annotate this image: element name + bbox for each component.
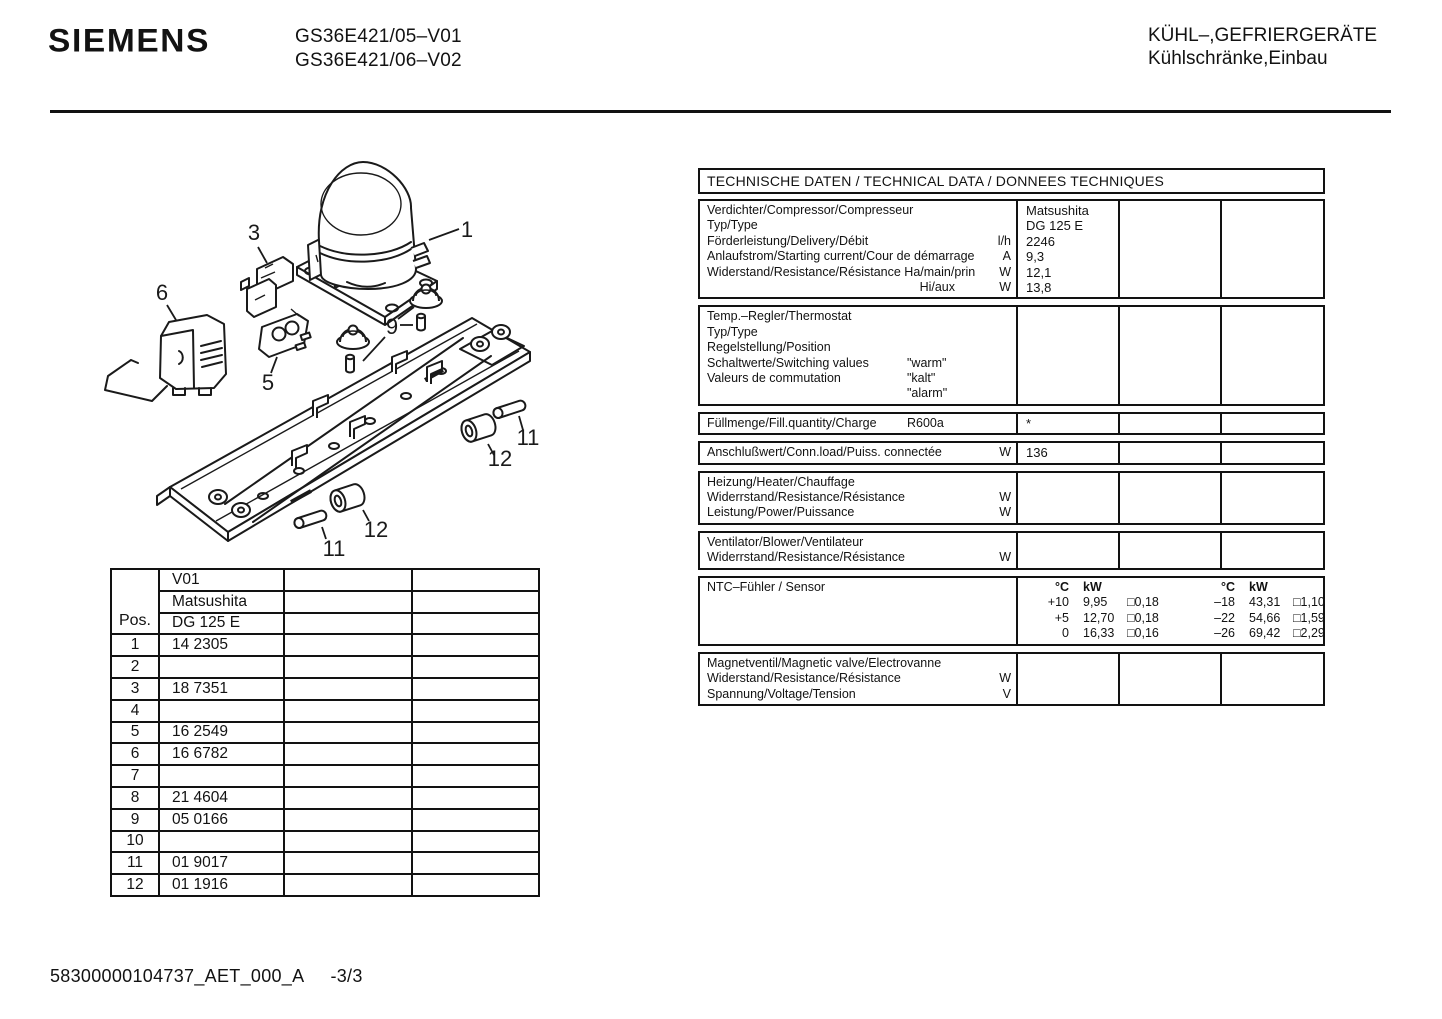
callout-6: 6 [155, 280, 169, 305]
label-text: Magnetventil/Magnetic valve/Electrovanne [707, 656, 942, 671]
part-number-cell [159, 831, 284, 853]
part-number-cell: 18 7351 [159, 678, 284, 700]
value-column [1222, 654, 1321, 704]
label-text: Anschlußwert/Conn.load/Puiss. connectée [707, 445, 942, 460]
part-number-cell [159, 656, 284, 678]
pos-cell: 3 [111, 678, 159, 700]
value-column [1018, 307, 1120, 403]
label-text: Typ/Type [707, 218, 758, 233]
label-text: Anlaufstrom/Starting current/Cour de démarrage [707, 249, 975, 264]
ntc-cell: □1,59 [1293, 610, 1325, 625]
value-column [1018, 654, 1120, 704]
value-text: DG 125 E [1026, 218, 1084, 234]
block-ntc-sensor [698, 576, 1325, 646]
ntc-cell: 9,95 [1083, 595, 1108, 610]
label-text: Spannung/Voltage/Tension [707, 686, 856, 701]
pin-11-upper-drawing [492, 399, 526, 419]
value-text: Matsushita [1026, 203, 1089, 218]
technical-data-title: TECHNISCHE DATEN / TECHNICAL DATA / DONNEES TECHNIQUES [698, 168, 1325, 194]
table-row [111, 765, 539, 787]
value-column [1018, 414, 1120, 433]
category-line-1: KÜHL–,GEFRIERGERÄTE [1148, 25, 1378, 46]
pos-cell: 5 [111, 722, 159, 744]
document-footer [50, 966, 363, 987]
label-text: Regelstellung/Position [707, 340, 831, 355]
pos-cell: 2 [111, 656, 159, 678]
ntc-cell: –26 [1214, 626, 1235, 641]
table-row [111, 613, 539, 635]
value-column [1120, 201, 1222, 297]
ntc-cell: □0,16 [1127, 626, 1159, 641]
value-column [1018, 443, 1120, 462]
cover-box-drawing [105, 315, 226, 401]
callout-5: 5 [261, 370, 275, 395]
value-text: * [1026, 415, 1032, 431]
table-row [111, 874, 539, 896]
part-number-cell: 01 9017 [159, 852, 284, 874]
table-row [111, 591, 539, 613]
table-row [111, 634, 539, 656]
label-text: NTC–Fühler / Sensor [707, 579, 826, 594]
ntc-cell: 0 [1062, 626, 1069, 641]
block-compressor: Verdichter/Compressor/Compresseur Typ/Type Förderleistung/Delivery/Débit l/h Anlaufstrom/Starting current/Cour de démarrage A Widerstand/Resistance/Résistance Ha/main/prin W Hi/aux W Matsushita DG 125 E 2246 9,3 12,1 13,8 [698, 199, 1325, 299]
callout-12-lower: 12 [363, 517, 389, 542]
value-column [1222, 307, 1321, 403]
part-number-cell: 16 2549 [159, 722, 284, 744]
siemens-logo: SIEMENS [48, 22, 211, 59]
table-row [111, 787, 539, 809]
category-line-2: Kühlschränke,Einbau [1148, 48, 1328, 69]
part-number-cell: 21 4604 [159, 787, 284, 809]
label-text: Temp.–Regler/Thermostat [707, 309, 852, 324]
pos-cell: 8 [111, 787, 159, 809]
pos-cell: 4 [111, 700, 159, 722]
variant-cell: Matsushita [159, 591, 284, 613]
model-numbers [295, 25, 462, 73]
pos-cell: 10 [111, 831, 159, 853]
spacer-12-lower-drawing [328, 482, 367, 513]
label-text: Typ/Type [707, 324, 758, 339]
value-text: 12,1 [1026, 264, 1052, 280]
value-column [1120, 414, 1222, 433]
block-blower: Ventilator/Blower/Ventilateur Widerrstand/Resistance/Résistance W [698, 531, 1325, 570]
pos-column-header: Pos. [111, 569, 159, 634]
spacer-12-upper-drawing [459, 412, 498, 443]
value-column [1018, 473, 1120, 523]
value-column [1120, 443, 1222, 462]
callout-1: 1 [460, 217, 474, 242]
exploded-parts-diagram [95, 150, 545, 575]
part-number-cell: 01 1916 [159, 874, 284, 896]
pin-11-lower-drawing [293, 509, 327, 529]
label-text: Ventilator/Blower/Ventilateur [707, 534, 864, 549]
label-text: Widerstand/Resistance/Résistance Ha/main/prin [707, 264, 976, 279]
ntc-cell: □1,10 [1293, 595, 1325, 610]
block-connected-load: Anschlußwert/Conn.load/Puiss. connectée W 136 [698, 441, 1325, 464]
model-line-1: GS36E421/05–V01 [295, 26, 462, 47]
parts-table [110, 568, 540, 897]
pos-cell: 6 [111, 743, 159, 765]
table-row [111, 831, 539, 853]
ntc-value-table [1018, 578, 1325, 644]
callout-11-upper: 11 [516, 425, 540, 450]
callout-9: 9 [385, 314, 399, 339]
ntc-cell: +10 [1047, 595, 1069, 610]
starter-relay-drawing [241, 257, 293, 317]
pos-cell: 12 [111, 874, 159, 896]
ntc-cell: 12,70 [1083, 610, 1115, 625]
value-text: 9,3 [1026, 249, 1045, 265]
ntc-header: °C [1054, 579, 1069, 594]
part-number-cell [159, 700, 284, 722]
category-heading [1148, 24, 1377, 70]
ntc-header: kW [1249, 579, 1268, 594]
ntc-cell: 16,33 [1083, 626, 1115, 641]
block-magnetic-valve: Magnetventil/Magnetic valve/Electrovanne Widerstand/Resistance/Résistance W Spannung/Voltage/Tension V [698, 652, 1325, 706]
label-text: Heizung/Heater/Chauffage [707, 474, 855, 489]
callout-12-upper: 12 [487, 446, 513, 471]
ntc-cell: +5 [1054, 610, 1069, 625]
label-text: Valeurs de commutation [707, 371, 841, 386]
header-divider [50, 110, 1391, 113]
ntc-cell: –22 [1214, 610, 1235, 625]
label-text: Förderleistung/Delivery/Débit [707, 233, 869, 248]
callout-11-lower: 11 [322, 536, 346, 561]
table-row [111, 722, 539, 744]
part-number-cell: 16 6782 [159, 743, 284, 765]
ntc-cell: □2,29 [1293, 626, 1325, 641]
ntc-cell: 43,31 [1249, 595, 1281, 610]
value-column [1222, 443, 1321, 462]
page-number: -3/3 [330, 966, 363, 986]
value-column [1120, 533, 1222, 568]
ntc-cell: –18 [1214, 595, 1235, 610]
ntc-cell: 54,66 [1249, 610, 1281, 625]
ntc-cell: □0,18 [1127, 610, 1159, 625]
value-column [1222, 201, 1321, 297]
label-text [707, 386, 1013, 401]
table-row [111, 809, 539, 831]
table-row [111, 569, 539, 591]
value-column [1018, 533, 1120, 568]
value-column [1120, 307, 1222, 403]
value-column [1018, 201, 1120, 297]
ntc-cell: 69,42 [1249, 626, 1281, 641]
table-row [111, 656, 539, 678]
ntc-header: kW [1083, 579, 1102, 594]
variant-cell: DG 125 E [159, 613, 284, 635]
label-text: Widerrstand/Resistance/Résistance [707, 490, 905, 505]
part-number-cell [159, 765, 284, 787]
label-text: Hi/aux [919, 280, 955, 295]
value-column [1222, 473, 1321, 523]
ntc-header: °C [1220, 579, 1235, 594]
document-number: 58300000104737_AET_000_A [50, 966, 305, 986]
table-row [111, 743, 539, 765]
label-text: Verdichter/Compressor/Compresseur [707, 203, 914, 217]
value-text: 13,8 [1026, 280, 1052, 296]
value-text: 2246 [1026, 233, 1055, 249]
label-text: Leistung/Power/Puissance [707, 505, 855, 520]
variant-cell: V01 [159, 569, 284, 591]
table-row [111, 700, 539, 722]
value-text: 136 [1026, 445, 1048, 461]
table-row [111, 852, 539, 874]
block-thermostat: Temp.–Regler/Thermostat Typ/Type Regelstellung/Position Schaltwerte/Switching values "warm" Valeurs de commutation "kalt" "alarm" [698, 305, 1325, 405]
ntc-cell: □0,18 [1127, 595, 1159, 610]
part-number-cell: 05 0166 [159, 809, 284, 831]
label-text: Schaltwerte/Switching values [707, 355, 869, 370]
pos-cell: 9 [111, 809, 159, 831]
technical-data-table [698, 168, 1325, 712]
pos-cell: 7 [111, 765, 159, 787]
block-fill-quantity: Füllmenge/Fill.quantity/Charge R600a * [698, 412, 1325, 435]
value-column [1120, 654, 1222, 704]
block-heater: Heizung/Heater/Chauffage Widerrstand/Resistance/Résistance W Leistung/Power/Puissance W [698, 471, 1325, 525]
value-column [1120, 473, 1222, 523]
value-column [1222, 414, 1321, 433]
table-row [111, 678, 539, 700]
model-line-2: GS36E421/06–V02 [295, 50, 462, 71]
callout-3: 3 [247, 220, 261, 245]
label-text: Widerrstand/Resistance/Résistance [707, 550, 905, 565]
pos-cell: 1 [111, 634, 159, 656]
pos-cell: 11 [111, 852, 159, 874]
start-device-drawing [259, 309, 311, 357]
value-column [1222, 533, 1321, 568]
part-number-cell: 14 2305 [159, 634, 284, 656]
label-text: Widerstand/Resistance/Résistance [707, 671, 901, 686]
label-text: Füllmenge/Fill.quantity/Charge [707, 415, 877, 430]
